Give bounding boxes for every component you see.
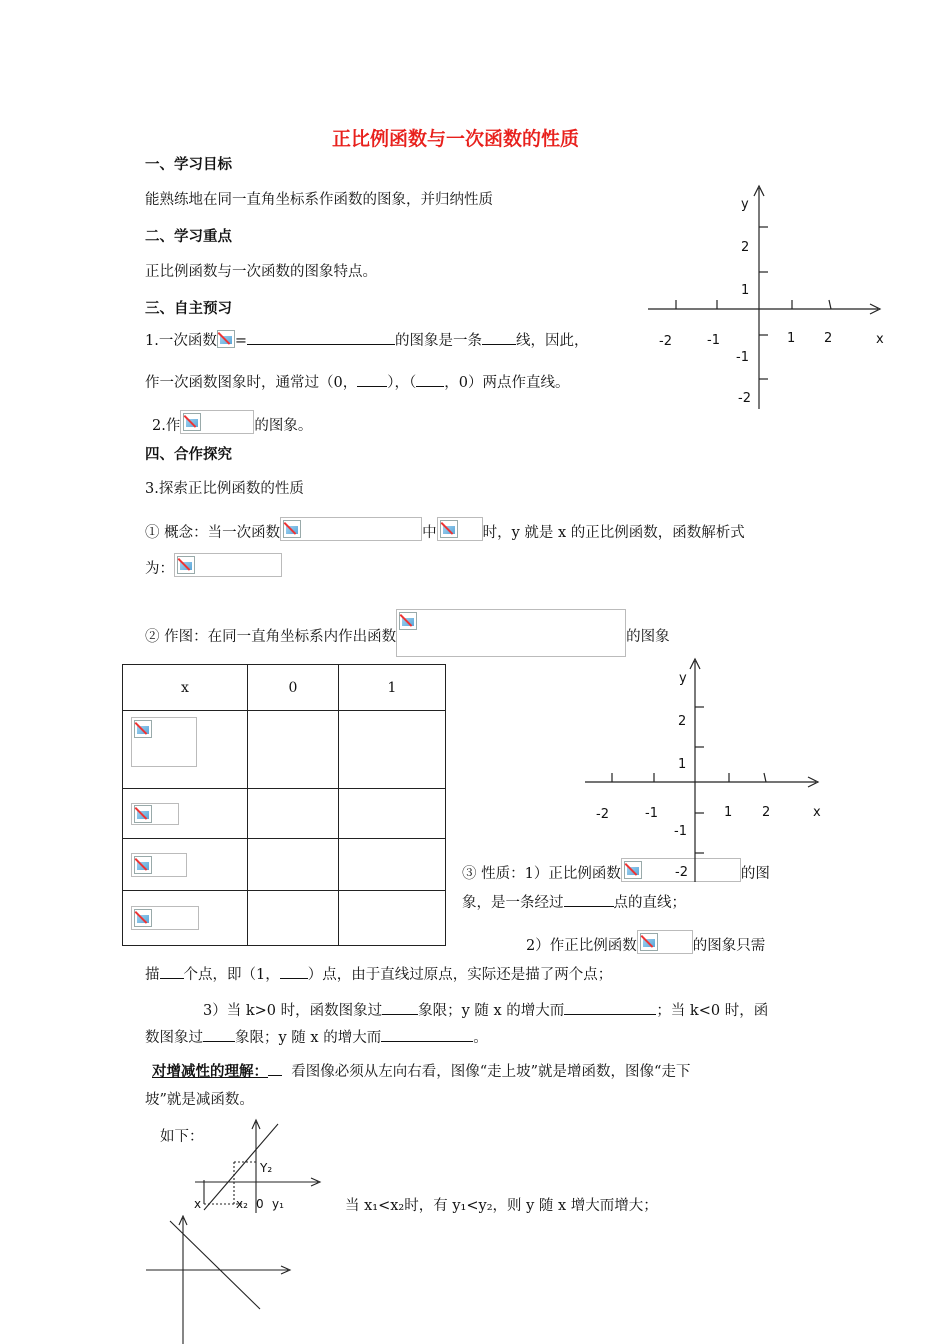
blank-line	[160, 963, 184, 979]
table-header-0: 0	[248, 665, 339, 711]
formula-box	[131, 853, 187, 877]
blank-line	[382, 999, 418, 1015]
formula-box	[437, 517, 483, 541]
prop3-text-b: 象限；y 随 x 的增大而	[418, 1003, 565, 1019]
monotonic-line2: 坡”就是减函数。	[145, 1092, 254, 1108]
y1-label: y₁	[272, 1197, 284, 1211]
blank-line	[564, 999, 656, 1015]
example-label: 如下：	[160, 1129, 204, 1145]
formula-box	[396, 609, 626, 657]
x1-label: x	[194, 1197, 202, 1211]
formula-image-icon	[134, 720, 152, 738]
tick-label: -2	[738, 391, 751, 406]
table-cell	[248, 711, 339, 789]
prop3-text-d: 数图象过	[145, 1030, 203, 1046]
concept-text-d: 为：	[145, 561, 174, 577]
draw-text-b: 的图象	[626, 629, 670, 645]
formula-image-icon	[183, 413, 201, 431]
value-table	[122, 664, 446, 946]
tick-label: -1	[645, 806, 658, 821]
prop3-text-a: 3）当 k>0 时，函数图象过	[203, 1003, 383, 1019]
decreasing-line-sketch	[140, 1215, 300, 1344]
property-3-line2	[145, 1026, 488, 1047]
monotonic-line1	[152, 1060, 690, 1081]
concept-line	[145, 517, 745, 542]
blank-line	[416, 371, 444, 387]
prop1-text-d: 点的直线；	[613, 895, 686, 911]
formula-box	[131, 717, 197, 767]
tick-label: 2	[741, 240, 750, 255]
prop3-text-e: 象限；y 随 x 的增大而	[235, 1030, 382, 1046]
table-header-x: x	[123, 665, 248, 711]
formula-image-icon	[217, 330, 235, 348]
increasing-line-sketch	[190, 1118, 330, 1218]
blank-line	[482, 329, 516, 345]
property-2-line1	[526, 930, 765, 955]
property-3-line1	[203, 999, 768, 1020]
prop1-text-a: ③ 性质：1）正比例函数	[462, 866, 621, 882]
question-3: 3.探索正比例函数的性质	[145, 481, 304, 497]
formula-image-icon	[283, 520, 301, 538]
tick-label: -1	[707, 333, 720, 348]
goals-text: 能熟练地在同一直角坐标系作函数的图象，并归纳性质	[145, 192, 493, 208]
q2-text-a: 2.作	[152, 418, 181, 434]
tick-mark	[829, 300, 831, 309]
table-row-label	[123, 891, 248, 946]
q1-line2-b: ），（	[387, 375, 417, 391]
formula-box	[180, 410, 254, 434]
tick-label: 1	[787, 331, 796, 346]
blank-line	[268, 1060, 282, 1076]
property-1-line2	[462, 891, 686, 912]
blank-line	[357, 371, 387, 387]
tick-label: 1	[741, 283, 750, 298]
tick-label: 2	[824, 331, 833, 346]
section-heading-focus: 二、学习重点	[145, 229, 232, 245]
formula-image-icon	[134, 856, 152, 874]
y2-label: Y₂	[260, 1161, 273, 1175]
blank-line	[203, 1026, 235, 1042]
q1-line2-a: 作一次函数图象时，通常过（0，	[145, 375, 358, 391]
blank-line	[247, 329, 395, 345]
formula-box	[174, 553, 282, 577]
draw-line	[145, 609, 670, 657]
blank-line	[564, 891, 614, 907]
formula-box	[131, 906, 199, 930]
draw-text-a: ② 作图：在同一直角坐标系内作出函数	[145, 629, 397, 645]
formula-image-icon	[399, 612, 417, 630]
table-cell	[248, 891, 339, 946]
q2-text-b: 的图象。	[254, 418, 313, 434]
blank-line	[280, 963, 308, 979]
concept-text-b: 中	[422, 525, 437, 541]
monotonic-text-a: 看图像必须从左向右看，图像“走上坡”就是增函数，图像“走下	[291, 1064, 691, 1080]
question-1-line1	[145, 329, 589, 350]
table-cell	[339, 839, 446, 891]
concept-text-a: ① 概念：当一次函数	[145, 525, 281, 541]
prop1-text-b: 的图	[740, 866, 770, 882]
prop2-text-a: 2）作正比例函数	[526, 938, 637, 954]
prop3-text-c: ；当 k<0 时，函	[656, 1003, 769, 1019]
y-axis-label: y	[741, 197, 749, 212]
formula-box	[280, 517, 422, 541]
tick-label: 1	[724, 805, 733, 820]
prop3-text-f: 。	[473, 1030, 488, 1046]
formula-image-icon	[177, 556, 195, 574]
question-2	[152, 410, 312, 435]
table-cell	[339, 891, 446, 946]
q1-line2-c: ，0）两点作直线。	[444, 375, 570, 391]
section-heading-explore: 四、合作探究	[145, 447, 232, 463]
concept-text-c: 时，y 就是 x 的正比例函数，函数解析式	[482, 525, 745, 541]
concept-line2	[145, 553, 282, 578]
q1-text-b: =	[234, 333, 247, 349]
section-heading-preview: 三、自主预习	[145, 301, 232, 317]
tick-label: -2	[659, 334, 672, 349]
formula-image-icon	[640, 933, 658, 951]
tick-label: 2	[678, 714, 687, 729]
tick-label: -1	[674, 824, 687, 839]
page-title: 正比例函数与一次函数的性质	[332, 128, 580, 150]
x-axis-label: x	[876, 332, 884, 347]
formula-box	[637, 930, 693, 954]
focus-text: 正比例函数与一次函数的图象特点。	[145, 264, 377, 280]
property-2-line2	[145, 963, 612, 984]
x-axis-label: x	[813, 805, 821, 820]
conclusion-text: 当 x₁<x₂时，有 y₁<y₂，则 y 随 x 增大而增大；	[345, 1198, 658, 1214]
table-row-label	[123, 789, 248, 839]
section-heading-goals: 一、学习目标	[145, 157, 232, 173]
table-cell	[248, 839, 339, 891]
question-1-line2	[145, 371, 569, 392]
prop2-text-b: 的图象只需	[692, 938, 766, 954]
table-header-1: 1	[339, 665, 446, 711]
tick-label: -2	[675, 865, 688, 880]
coordinate-axes-1	[640, 180, 890, 415]
tick-mark	[764, 773, 766, 782]
prop1-text-c: 象，是一条经过	[462, 895, 564, 911]
x2-label: x₂	[236, 1197, 248, 1211]
table-cell	[339, 789, 446, 839]
q1-text-a: 1.一次函数	[145, 333, 217, 349]
prop2-text-e: ）点，由于直线过原点，实际还是描了两个点；	[307, 967, 613, 983]
tick-label: 1	[678, 757, 687, 772]
coordinate-axes-2	[580, 653, 830, 888]
formula-box	[131, 803, 179, 825]
table-cell	[248, 789, 339, 839]
formula-image-icon	[134, 909, 152, 927]
formula-image-icon	[134, 805, 152, 823]
monotonic-heading: 对增减性的理解：	[152, 1064, 268, 1080]
origin-label: 0	[256, 1197, 264, 1211]
tick-label: -1	[736, 350, 749, 365]
tick-label: 2	[762, 805, 771, 820]
table-row-label	[123, 839, 248, 891]
table-row-label	[123, 711, 248, 789]
table-cell	[339, 711, 446, 789]
q1-text-d: 线，因此，	[516, 333, 589, 349]
q1-text-c: 的图象是一条	[395, 333, 482, 349]
tick-label: -2	[596, 807, 609, 822]
prop2-text-c: 描	[145, 967, 160, 983]
prop2-text-d: 个点，即（1，	[183, 967, 280, 983]
y-axis-label: y	[679, 671, 687, 686]
formula-image-icon	[440, 520, 458, 538]
blank-line	[381, 1026, 473, 1042]
